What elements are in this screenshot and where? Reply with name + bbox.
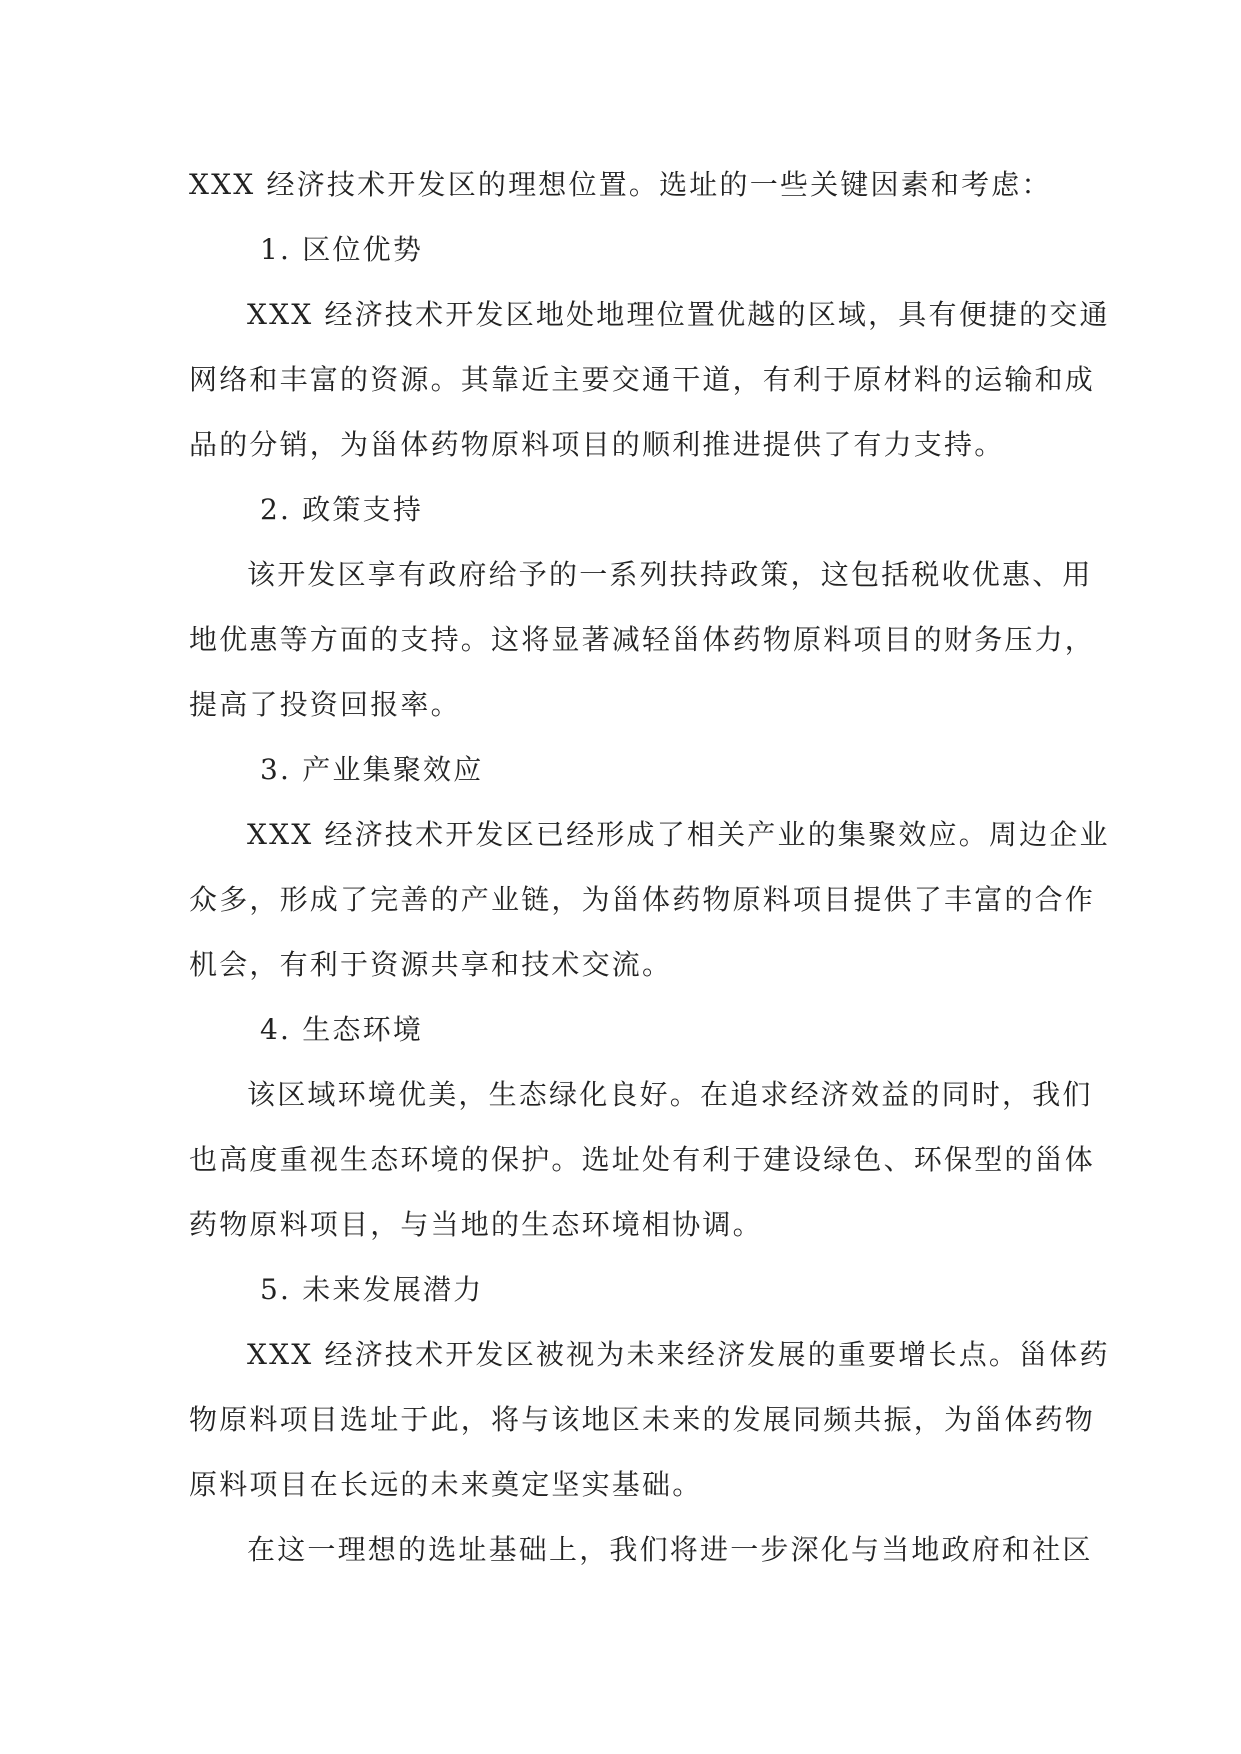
section-heading: 1. 区位优势 [260, 233, 424, 266]
section-heading: 3. 产业集聚效应 [260, 753, 484, 786]
paragraph-line: 众多，形成了完善的产业链，为甾体药物原料项目提供了丰富的合作 [189, 883, 1096, 916]
paragraph-line: XXX 经济技术开发区被视为未来经济发展的重要增长点。甾体药 [247, 1338, 1110, 1371]
section-heading: 2. 政策支持 [260, 493, 424, 526]
paragraph-line: 网络和丰富的资源。其靠近主要交通干道，有利于原材料的运输和成 [189, 363, 1096, 396]
section-heading: 5. 未来发展潜力 [260, 1273, 484, 1306]
paragraph-line: 药物原料项目，与当地的生态环境相协调。 [189, 1208, 763, 1241]
paragraph-line: XXX 经济技术开发区已经形成了相关产业的集聚效应。周边企业 [247, 818, 1110, 851]
paragraph-line: XXX 经济技术开发区地处地理位置优越的区域，具有便捷的交通 [247, 298, 1110, 331]
paragraph-line: XXX 经济技术开发区的理想位置。选址的一些关键因素和考虑： [189, 168, 1052, 201]
paragraph-line: 物原料项目选址于此，将与该地区未来的发展同频共振，为甾体药物 [189, 1403, 1096, 1436]
paragraph-line: 机会，有利于资源共享和技术交流。 [189, 948, 673, 981]
section-heading: 4. 生态环境 [260, 1013, 424, 1046]
paragraph-line: 地优惠等方面的支持。这将显著减轻甾体药物原料项目的财务压力， [189, 623, 1096, 656]
paragraph-line: 提高了投资回报率。 [189, 688, 461, 721]
paragraph-line: 该开发区享有政府给予的一系列扶持政策，这包括税收优惠、用 [247, 558, 1093, 591]
paragraph-line: 在这一理想的选址基础上，我们将进一步深化与当地政府和社区 [247, 1533, 1093, 1566]
paragraph-line: 原料项目在长远的未来奠定坚实基础。 [189, 1468, 703, 1501]
paragraph-line: 该区域环境优美，生态绿化良好。在追求经济效益的同时，我们 [247, 1078, 1093, 1111]
paragraph-line: 也高度重视生态环境的保护。选址处有利于建设绿色、环保型的甾体 [189, 1143, 1096, 1176]
paragraph-line: 品的分销，为甾体药物原料项目的顺利推进提供了有力支持。 [189, 428, 1005, 461]
